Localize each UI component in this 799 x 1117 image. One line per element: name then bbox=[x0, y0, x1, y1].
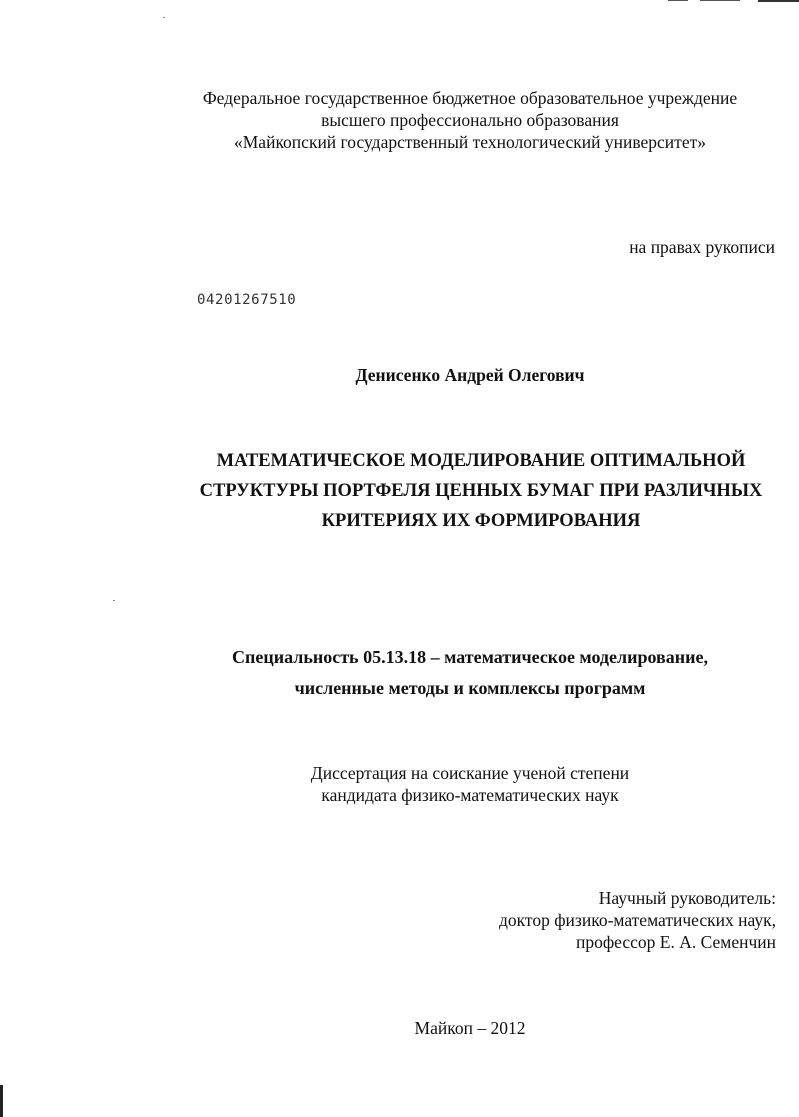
scan-speck bbox=[163, 17, 165, 18]
scan-speck bbox=[113, 600, 115, 601]
scan-artifact-top-right-2 bbox=[700, 0, 740, 1]
registration-number-stamp: 04201267510 bbox=[197, 292, 297, 308]
institution-line-2: высшего профессионально образования bbox=[321, 110, 619, 130]
supervisor-name: профессор Е. А. Семенчин bbox=[575, 932, 776, 952]
degree-line-2: кандидата физико-математических наук bbox=[321, 785, 619, 805]
scan-artifact-top-right-3 bbox=[758, 0, 799, 2]
manuscript-note: на правах рукописи bbox=[629, 237, 775, 257]
institution-line-3: «Майкопский государственный технологический университет» bbox=[234, 132, 706, 152]
degree-line-1: Диссертация на соискание ученой степени bbox=[310, 763, 630, 783]
specialty-line-2: численные методы и комплексы программ bbox=[294, 678, 646, 698]
scan-artifact-top-right-1 bbox=[668, 0, 688, 1]
title-line-2: СТРУКТУРЫ ПОРТФЕЛЯ ЦЕННЫХ БУМАГ ПРИ РАЗЛИЧНЫХ bbox=[199, 481, 763, 501]
supervisor-label: Научный руководитель: bbox=[598, 888, 776, 908]
specialty-line-1: Специальность 05.13.18 – математическое моделирование, bbox=[231, 647, 709, 667]
title-line-3: КРИТЕРИЯХ ИХ ФОРМИРОВАНИЯ bbox=[321, 511, 641, 531]
place-year: Майкоп – 2012 bbox=[414, 1018, 526, 1038]
author-name: Денисенко Андрей Олегович bbox=[355, 365, 585, 385]
supervisor-degree: доктор физико-математических наук, bbox=[499, 910, 776, 930]
institution-line-1: Федеральное государственное бюджетное образовательное учреждение bbox=[202, 88, 738, 108]
title-line-1: МАТЕМАТИЧЕСКОЕ МОДЕЛИРОВАНИЕ ОПТИМАЛЬНОЙ bbox=[216, 451, 746, 471]
scan-edge-shadow bbox=[0, 1085, 3, 1117]
